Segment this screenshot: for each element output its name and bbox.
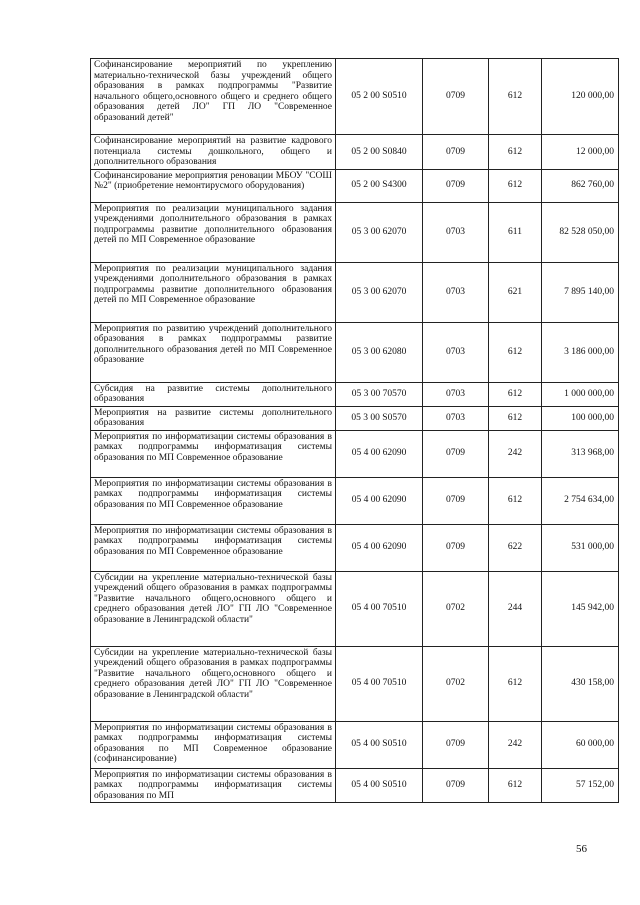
cell-vr: 612 — [489, 477, 542, 524]
cell-vr: 612 — [489, 768, 542, 803]
cell-amount: 100 000,00 — [542, 406, 619, 430]
cell-section: 0709 — [423, 59, 489, 135]
cell-csr: 05 4 00 62090 — [336, 430, 423, 477]
table-row — [91, 262, 619, 322]
cell-section: 0709 — [423, 524, 489, 571]
budget-table — [90, 58, 619, 803]
table-row — [91, 646, 619, 721]
cell-vr: 612 — [489, 382, 542, 406]
cell-csr: 05 4 00 62090 — [336, 524, 423, 571]
cell-vr: 612 — [489, 322, 542, 382]
cell-vr: 611 — [489, 202, 542, 262]
cell-amount: 430 158,00 — [542, 646, 619, 721]
cell-vr: 242 — [489, 721, 542, 768]
table-row — [91, 322, 619, 382]
cell-section: 0703 — [423, 406, 489, 430]
cell-amount: 82 528 050,00 — [542, 202, 619, 262]
cell-amount: 3 186 000,00 — [542, 322, 619, 382]
cell-amount: 2 754 634,00 — [542, 477, 619, 524]
table-row — [91, 135, 619, 170]
cell-section: 0709 — [423, 430, 489, 477]
cell-name: Субсидия на развитие системы дополнительного образования — [91, 382, 336, 406]
cell-section: 0709 — [423, 169, 489, 202]
page-number: 56 — [576, 843, 587, 855]
cell-csr: 05 3 00 62070 — [336, 202, 423, 262]
table-row — [91, 406, 619, 430]
table-row — [91, 477, 619, 524]
table-row — [91, 202, 619, 262]
cell-section: 0702 — [423, 571, 489, 646]
cell-csr: 05 2 00 S4300 — [336, 169, 423, 202]
cell-section: 0709 — [423, 477, 489, 524]
cell-vr: 612 — [489, 169, 542, 202]
table-row — [91, 571, 619, 646]
table-row — [91, 169, 619, 202]
cell-csr: 05 3 00 62070 — [336, 262, 423, 322]
cell-amount: 531 000,00 — [542, 524, 619, 571]
cell-vr: 621 — [489, 262, 542, 322]
cell-vr: 612 — [489, 59, 542, 135]
cell-section: 0703 — [423, 202, 489, 262]
cell-csr: 05 2 00 S0840 — [336, 135, 423, 170]
cell-csr: 05 2 00 S0510 — [336, 59, 423, 135]
cell-name: Мероприятия на развитие системы дополнительного образования — [91, 406, 336, 430]
cell-csr: 05 4 00 S0510 — [336, 721, 423, 768]
cell-vr: 612 — [489, 406, 542, 430]
cell-vr: 242 — [489, 430, 542, 477]
cell-section: 0703 — [423, 382, 489, 406]
cell-amount: 1 000 000,00 — [542, 382, 619, 406]
cell-amount: 145 942,00 — [542, 571, 619, 646]
table-row — [91, 382, 619, 406]
cell-amount: 57 152,00 — [542, 768, 619, 803]
cell-name: Мероприятия по развитию учреждений дополнительного образования в рамках подпрограммы развитие дополнительного образования детей по МП Современное образование — [91, 322, 336, 382]
cell-name: Софинансирование мероприятия реновации МБОУ "СОШ №2" (приобретение немонтирусмого оборудования) — [91, 169, 336, 202]
cell-csr: 05 4 00 62090 — [336, 477, 423, 524]
table-row — [91, 430, 619, 477]
cell-vr: 244 — [489, 571, 542, 646]
cell-name: Мероприятия по информатизации системы образования в рамках подпрограммы информатизация системы образования по МП Современное образование — [91, 524, 336, 571]
cell-section: 0703 — [423, 262, 489, 322]
table-body — [91, 59, 619, 803]
table-row — [91, 721, 619, 768]
cell-amount: 60 000,00 — [542, 721, 619, 768]
cell-amount: 12 000,00 — [542, 135, 619, 170]
table-row — [91, 524, 619, 571]
cell-csr: 05 3 00 62080 — [336, 322, 423, 382]
cell-csr: 05 4 00 70510 — [336, 571, 423, 646]
cell-name: Мероприятия по информатизации системы образования в рамках подпрограммы информатизация системы образования по МП — [91, 768, 336, 803]
cell-csr: 05 4 00 S0510 — [336, 768, 423, 803]
cell-section: 0703 — [423, 322, 489, 382]
table-row — [91, 768, 619, 803]
cell-vr: 622 — [489, 524, 542, 571]
cell-csr: 05 3 00 S0570 — [336, 406, 423, 430]
cell-vr: 612 — [489, 646, 542, 721]
cell-section: 0709 — [423, 721, 489, 768]
cell-csr: 05 3 00 70570 — [336, 382, 423, 406]
cell-name: Мероприятия по реализации муниципального задания учреждениями дополнительного образования в рамках подпрограммы развитие дополнительного образования детей по МП Современное образование — [91, 202, 336, 262]
cell-name: Софинансирование мероприятий на развитие кадрового потенциала системы дошкольного, общего и дополнительного образования — [91, 135, 336, 170]
cell-section: 0709 — [423, 135, 489, 170]
cell-name: Мероприятия по информатизации системы образования в рамках подпрограммы информатизация системы образования по МП Современное образование — [91, 477, 336, 524]
cell-name: Софинансирование мероприятий по укреплению материально-технической базы учреждений общего образования в рамках подпрограммы "Развитие начального общего,основного общего и среднего общего образования детей ЛО" ГП ЛО "Современное образований детей" — [91, 59, 336, 135]
cell-csr: 05 4 00 70510 — [336, 646, 423, 721]
cell-name: Мероприятия по реализации муниципального задания учреждениями дополнительного образования в рамках подпрограммы развитие дополнительного образования детей по МП Современное образование — [91, 262, 336, 322]
table-row — [91, 59, 619, 135]
cell-amount: 7 895 140,00 — [542, 262, 619, 322]
cell-name: Мероприятия по информатизации системы образования в рамках подпрограммы информатизация системы образования по МП Современное образование — [91, 430, 336, 477]
cell-name: Субсидии на укрепление материально-технической базы учреждений общего образования в рамках подпрограммы "Развитие начального общего,основного общего и среднего образования детей ЛО" ГП ЛО "Современное образование в Ленинградской области" — [91, 646, 336, 721]
cell-section: 0709 — [423, 768, 489, 803]
cell-amount: 313 968,00 — [542, 430, 619, 477]
cell-amount: 862 760,00 — [542, 169, 619, 202]
cell-name: Субсидии на укрепление материально-технической базы учреждений общего образования в рамках подпрограммы "Развитие начального общего,основного общего и среднего образования детей ЛО" ГП ЛО "Современное образование в Ленинградской области" — [91, 571, 336, 646]
cell-name: Мероприятия по информатизации системы образования в рамках подпрограммы информатизация системы образования по МП Современное образование (софинансирование) — [91, 721, 336, 768]
cell-amount: 120 000,00 — [542, 59, 619, 135]
cell-vr: 612 — [489, 135, 542, 170]
cell-section: 0702 — [423, 646, 489, 721]
